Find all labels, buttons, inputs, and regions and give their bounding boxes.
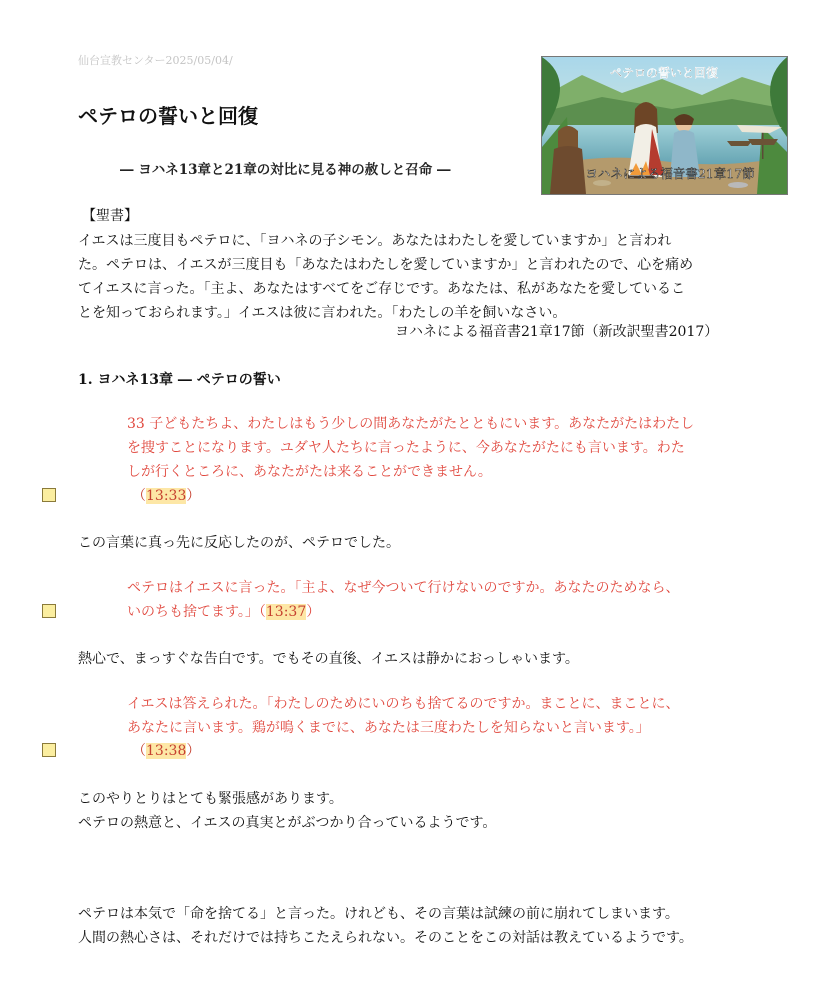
page-title: ペテロの誓いと回復: [78, 104, 258, 128]
quote-block: [127, 576, 747, 624]
quote-line: いのちも捨てます。」（13:37）: [127, 604, 321, 620]
highlighted-reference: 13:33: [146, 488, 187, 504]
paragraph: 熱心で、まっすぐな告白です。でもその直後、イエスは静かにおっしゃいます。: [78, 651, 579, 667]
quote-line: ペテロはイエスに言った。「主よ、なぜ今ついて行けないのですか。あなたのためなら、: [127, 580, 680, 596]
thumbnail-caption-bottom: ヨハネによる福音書21章17節: [585, 166, 755, 181]
quote-line: あなたに言います。鶏が鳴くまでに、あなたは三度わたしを知らないと言います。」: [127, 720, 650, 736]
comment-note-icon[interactable]: [42, 743, 56, 757]
thumbnail-caption-top: ペテロの誓いと回復: [609, 66, 719, 80]
quote-line: 33 子どもたちよ、わたしはもう少しの間あなたがたとともにいます。あなたがたはわたし: [127, 416, 695, 432]
quote-line: を捜すことになります。ユダヤ人たちに言ったように、今あなたがたにも言います。わた: [127, 440, 685, 456]
scripture-text: [78, 229, 738, 325]
header-date: 仙台宣教センター2025/05/04/: [78, 54, 233, 67]
quote-line: イエスは答えられた。「わたしのためにいのちも捨てるのですか。まことに、まことに、: [127, 696, 680, 712]
scripture-line: た。ペテロは、イエスが三度目も「あなたはわたしを愛していますか」と言われたので、心を痛め: [78, 257, 694, 273]
paragraph: このやりとりはとても緊張感があります。 ペテロの熱意と、イエスの真実とがぶつかり合っているようです。: [78, 791, 497, 831]
verse-reference: （13:38）: [132, 743, 201, 759]
verse-reference: （13:33）: [132, 488, 201, 504]
highlighted-reference: 13:38: [146, 743, 187, 759]
comment-note-icon[interactable]: [42, 488, 56, 502]
scripture-line: イエスは三度目もペテロに、「ヨハネの子シモン。あなたはわたしを愛していますか」と言われ: [78, 233, 672, 249]
thumbnail-image: [541, 56, 788, 195]
paragraph: この言葉に真っ先に反応したのが、ペテロでした。: [78, 535, 400, 551]
scripture-line: とを知っておられます。」イエスは彼に言われた。「わたしの羊を飼いなさい。: [78, 305, 567, 321]
scripture-line: てイエスに言った。「主よ、あなたはすべてをご存じです。あなたは、私があなたを愛しているこ: [78, 281, 686, 297]
section-heading: 1. ヨハネ13章 ― ペテロの誓い: [78, 372, 281, 388]
highlighted-reference: 13:37: [265, 604, 307, 620]
quote-block: [127, 692, 747, 740]
scripture-heading: 【聖書】: [82, 208, 138, 224]
comment-note-icon[interactable]: [42, 604, 56, 618]
page-subtitle: ― ヨハネ13章と21章の対比に見る神の赦しと召命 ―: [120, 162, 451, 178]
paragraph: ペテロは本気で「命を捨てる」と言った。けれども、その言葉は試練の前に崩れてしまいます。 人間の熱心さは、それだけでは持ちこたえられない。そのことをこの対話は教えているようです。: [78, 906, 693, 946]
quote-block: [127, 412, 747, 484]
quote-line: しが行くところに、あなたがたは来ることができません。: [127, 464, 492, 480]
scripture-reference: ヨハネによる福音書21章17節（新改訳聖書2017）: [395, 324, 719, 340]
